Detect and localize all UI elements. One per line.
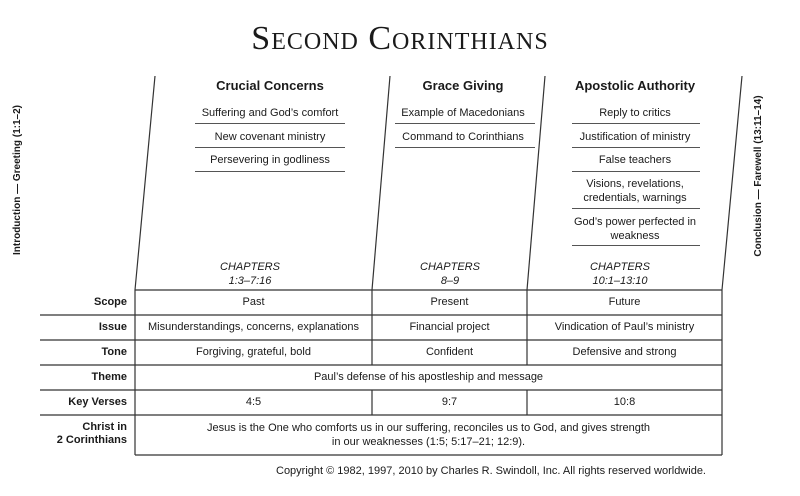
divider-left-slant (135, 76, 155, 290)
christ-cell (135, 421, 722, 449)
intro-label: Introduction — Greeting (1:1–2) (12, 105, 23, 256)
scope-cell: Present (430, 296, 469, 308)
section-heading-crucial-concerns: Crucial Concerns (216, 78, 324, 93)
section-item: Justification of ministry (579, 131, 691, 143)
chapters-label: CHAPTERS (420, 261, 480, 273)
section-item: Example of Macedonians (401, 107, 525, 119)
key-verse-cell: 4:5 (245, 396, 262, 408)
section-item: God’s power perfected in weakness (573, 216, 697, 242)
theme-cell: Paul’s defense of his apostleship and message (313, 371, 544, 383)
row-label-christ (20, 421, 127, 447)
christ-cell-line2: in our weaknesses (1:5; 5:17–21; 12:9). (331, 436, 526, 448)
tone-cell: Forgiving, grateful, bold (196, 346, 311, 358)
issue-cell: Misunderstandings, concerns, explanations (148, 321, 359, 333)
section-item: False teachers (598, 154, 672, 166)
scope-cell: Past (242, 296, 265, 308)
row-label-christ-line1: Christ in (82, 421, 127, 433)
row-label-key-verses: Key Verses (68, 396, 127, 408)
section-item: Visions, revelations, credentials, warnings (583, 178, 687, 204)
row-label-issue: Issue (98, 321, 127, 333)
scope-cell: Future (608, 296, 641, 308)
chapters-range: 8–9 (440, 275, 460, 287)
section-heading-grace-giving: Grace Giving (422, 78, 504, 93)
tone-cell: Confident (425, 346, 474, 358)
row-label-christ-line2: 2 Corinthians (56, 434, 127, 446)
christ-cell-line1: Jesus is the One who comforts us in our suffering, reconciles us to God, and gives strength (206, 422, 651, 434)
page-title: Second Corinthians (251, 20, 549, 57)
row-label-tone: Tone (101, 346, 127, 358)
section-heading-apostolic-authority: Apostolic Authority (574, 78, 696, 93)
key-verse-cell: 9:7 (441, 396, 458, 408)
chapters-range: 10:1–13:10 (592, 275, 648, 287)
section-item: Suffering and God’s comfort (201, 107, 339, 119)
section-item: Reply to critics (599, 107, 671, 119)
issue-cell: Financial project (409, 321, 490, 333)
section-item: Command to Corinthians (402, 131, 524, 143)
row-label-theme: Theme (91, 371, 127, 383)
issue-cell: Vindication of Paul’s ministry (554, 321, 695, 333)
chapters-label: CHAPTERS (590, 261, 650, 273)
row-label-scope: Scope (93, 296, 127, 308)
copyright-notice: Copyright © 1982, 1997, 2010 by Charles R. Swindoll, Inc. All rights reserved worldwide. (276, 465, 706, 477)
chapters-label: CHAPTERS (220, 261, 280, 273)
section-item: New covenant ministry (214, 131, 326, 143)
conclusion-label: Conclusion — Farewell (13:11–14) (753, 95, 764, 257)
key-verse-cell: 10:8 (613, 396, 636, 408)
chapters-range: 1:3–7:16 (228, 275, 272, 287)
section-item: Persevering in godliness (210, 154, 330, 166)
divider-right-slant (722, 76, 742, 290)
tone-cell: Defensive and strong (572, 346, 677, 358)
